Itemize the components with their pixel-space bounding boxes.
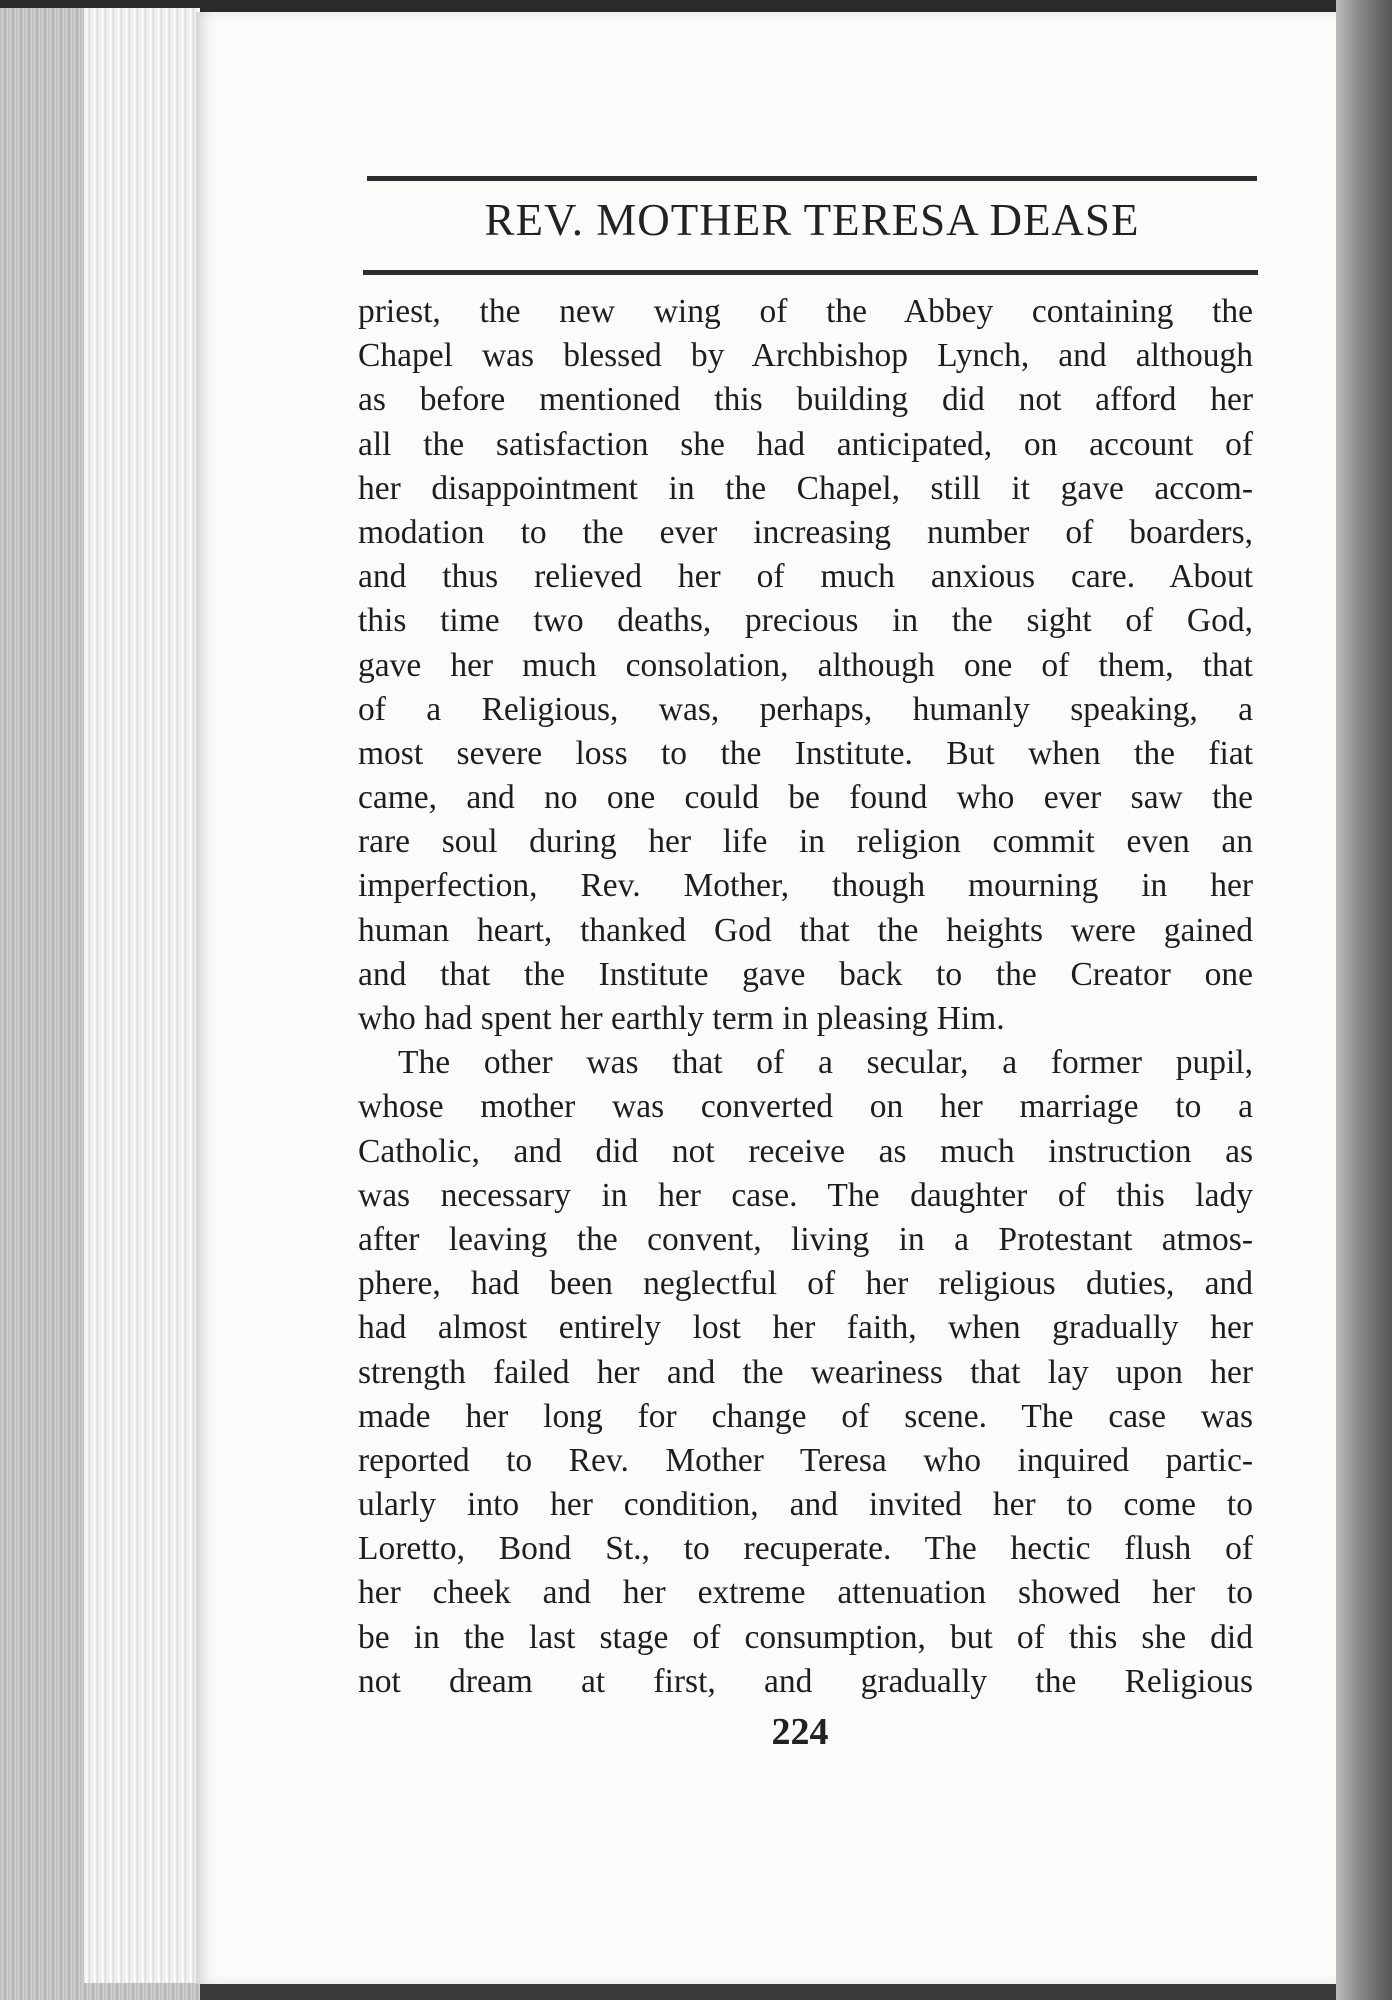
text-line: human heart, thanked God that the heights were gained	[358, 911, 1253, 949]
paragraph	[358, 290, 1253, 1041]
text-line: Catholic, and did not receive as much instruction as	[358, 1132, 1253, 1170]
text-line: Chapel was blessed by Archbishop Lynch, and although	[358, 337, 1253, 375]
text-line: be in the last stage of consumption, but of this she did	[358, 1618, 1253, 1656]
text-line: of a Religious, was, perhaps, humanly speaking, a	[358, 690, 1253, 728]
scan-top-border	[0, 0, 1392, 12]
text-line: most severe loss to the Institute. But when the fiat	[358, 734, 1253, 772]
text-line: not dream at first, and gradually the Religious	[358, 1662, 1253, 1700]
text-line: and that the Institute gave back to the Creator one	[358, 955, 1253, 993]
text-line: ularly into her condition, and invited her to come to	[358, 1486, 1253, 1524]
text-line: imperfection, Rev. Mother, though mourning in her	[358, 867, 1253, 905]
body-text	[358, 290, 1253, 1704]
text-line: whose mother was converted on her marriage to a	[358, 1088, 1253, 1126]
text-line: strength failed her and the weariness that lay upon her	[358, 1353, 1253, 1391]
text-line: was necessary in her case. The daughter of this lady	[358, 1176, 1253, 1214]
text-line: reported to Rev. Mother Teresa who inquired partic-	[358, 1441, 1253, 1479]
book-page-edges	[84, 8, 200, 1983]
page-number: 224	[771, 1711, 829, 1753]
paragraph	[358, 1041, 1253, 1704]
text-line: as before mentioned this building did not afford her	[358, 381, 1253, 419]
header-rule-bottom	[363, 270, 1258, 275]
text-line: phere, had been neglectful of her religious duties, and	[358, 1265, 1253, 1303]
text-line: and thus relieved her of much anxious care. About	[358, 558, 1253, 596]
text-line: all the satisfaction she had anticipated, on account of	[358, 425, 1253, 463]
book-right-edge	[1336, 0, 1392, 2000]
text-line: who had spent her earthly term in pleasing Him.	[358, 1000, 1005, 1037]
text-line: rare soul during her life in religion commit even an	[358, 823, 1253, 861]
text-line: after leaving the convent, living in a Protestant atmos-	[358, 1220, 1253, 1258]
running-head: REV. MOTHER TERESA DEASE	[484, 195, 1140, 245]
text-line: The other was that of a secular, a former pupil,	[398, 1044, 1253, 1082]
text-line: made her long for change of scene. The case was	[358, 1397, 1253, 1435]
text-line: this time two deaths, precious in the sight of God,	[358, 602, 1253, 640]
text-line: had almost entirely lost her faith, when gradually her	[358, 1309, 1253, 1347]
text-line: Loretto, Bond St., to recuperate. The hectic flush of	[358, 1530, 1253, 1568]
text-line: her disappointment in the Chapel, still it gave accom-	[358, 469, 1253, 507]
text-line: modation to the ever increasing number of boarders,	[358, 513, 1253, 551]
text-line: came, and no one could be found who ever saw the	[358, 779, 1253, 817]
text-line: gave her much consolation, although one of them, that	[358, 646, 1253, 684]
text-line: priest, the new wing of the Abbey containing the	[358, 293, 1253, 330]
text-line: her cheek and her extreme attenuation showed her to	[358, 1574, 1253, 1612]
header-rule-top	[367, 176, 1257, 181]
